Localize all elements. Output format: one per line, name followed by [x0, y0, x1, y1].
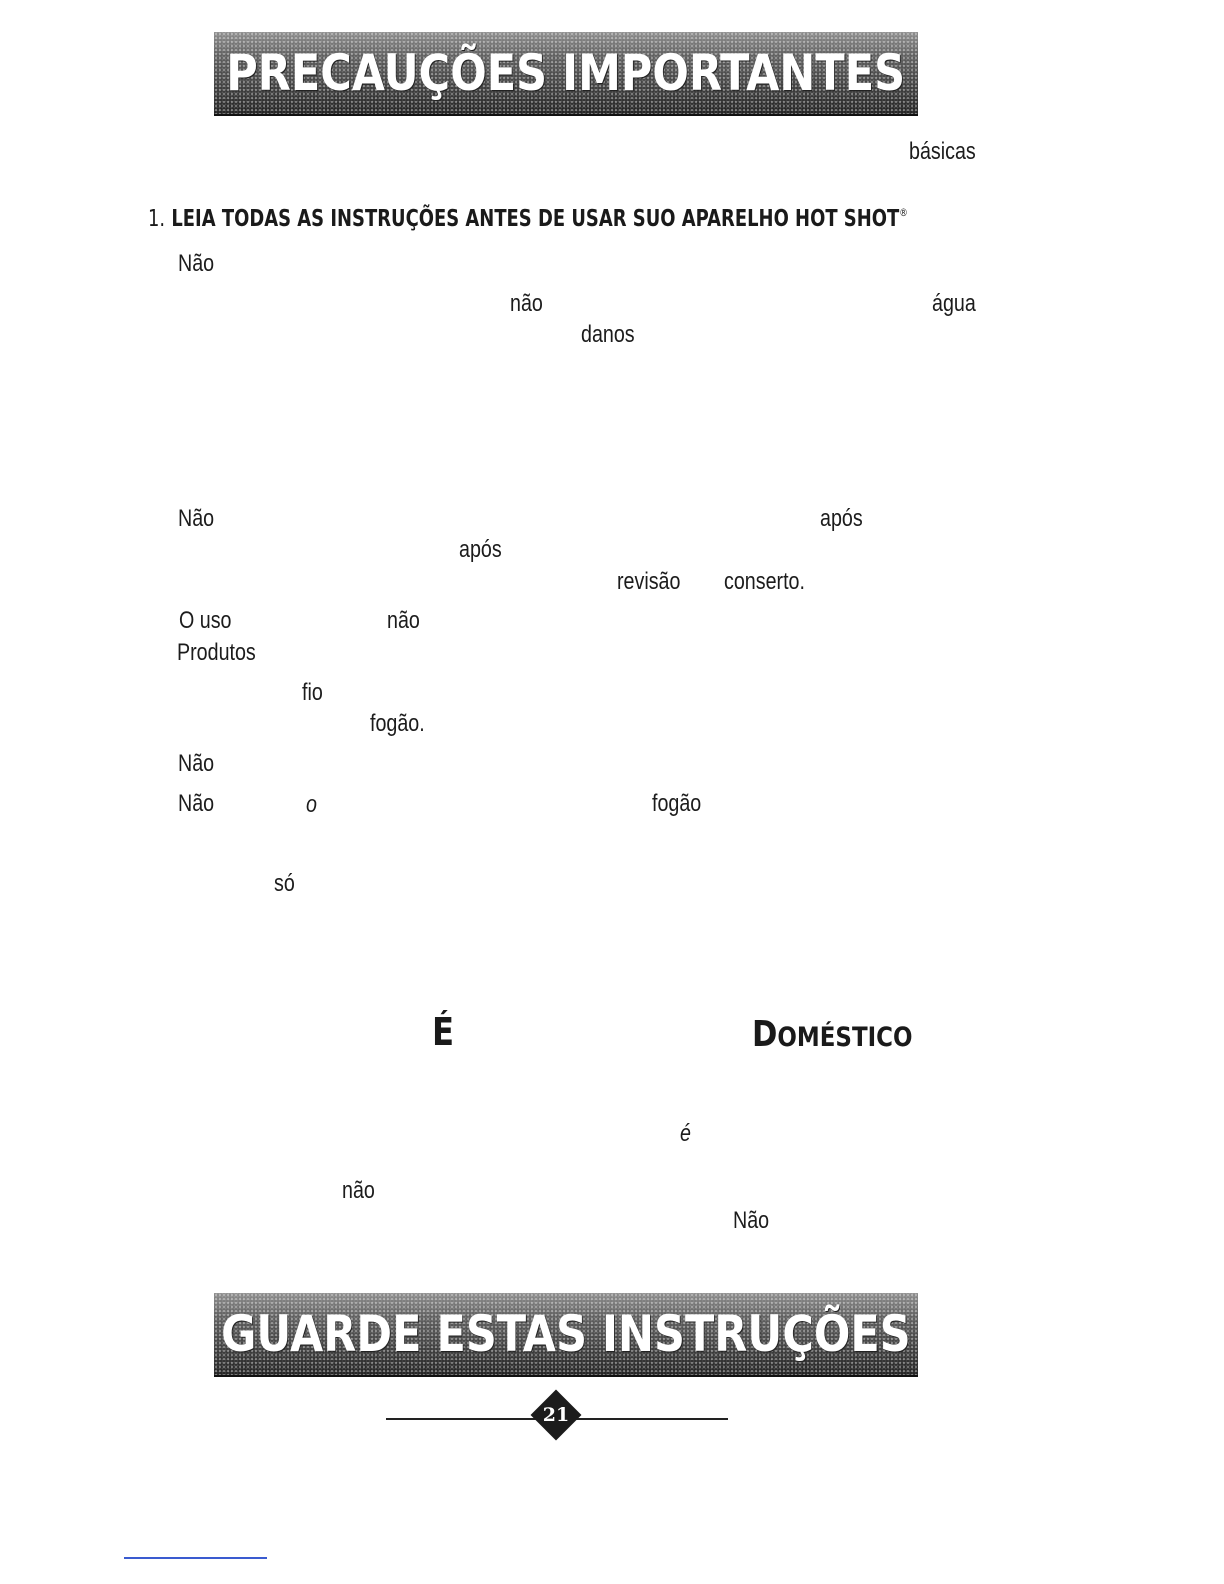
footer-rule [124, 1557, 267, 1559]
text-fragment: Não [178, 505, 215, 532]
bottom-banner [214, 1293, 918, 1377]
text-fragment: fogão [652, 790, 702, 817]
text-fragment: o [306, 791, 317, 818]
text-fragment: fio [302, 679, 323, 706]
text-fragment: água [932, 290, 976, 317]
text-fragment: após [820, 505, 863, 532]
text-fragment: não [510, 290, 543, 317]
text-fragment: só [274, 870, 295, 897]
top-banner [214, 32, 918, 116]
page-number-ornament [386, 1392, 728, 1446]
intro-fragment: básicas [909, 138, 976, 165]
text-fragment: O uso [179, 607, 232, 634]
text-fragment: é [680, 1120, 691, 1147]
text-fragment: revisão [617, 568, 681, 595]
text-fragment: Não [178, 750, 215, 777]
text-fragment: conserto. [724, 568, 805, 595]
registered-mark: ® [899, 206, 908, 219]
text-fragment: fogão. [370, 710, 425, 737]
text-fragment: após [459, 536, 502, 563]
item-number: 1. [148, 206, 166, 232]
item-text: LEIA TODAS AS INSTRUÇÕES ANTES DE USAR SUO APARELHO HOT SHOT [171, 206, 900, 232]
heading-fragment-e: É [432, 1010, 455, 1054]
text-fragment: não [342, 1177, 375, 1204]
text-fragment: danos [581, 321, 635, 348]
top-banner-title: PRECAUÇÕES IMPORTANTES [226, 44, 906, 102]
page-number: 21 [542, 1404, 570, 1426]
bottom-banner-title: GUARDE ESTAS INSTRUÇÕES [221, 1305, 911, 1363]
heading-domestico-rest: OMÉSTICO [777, 1022, 913, 1053]
heading-domestico-initial: D [752, 1014, 778, 1055]
heading-domestico [752, 1014, 913, 1055]
text-fragment: Não [178, 250, 215, 277]
text-fragment: Produtos [177, 639, 256, 666]
text-fragment: Não [733, 1207, 770, 1234]
text-fragment: não [387, 607, 420, 634]
instruction-item-1 [148, 206, 908, 232]
text-fragment: Não [178, 790, 215, 817]
